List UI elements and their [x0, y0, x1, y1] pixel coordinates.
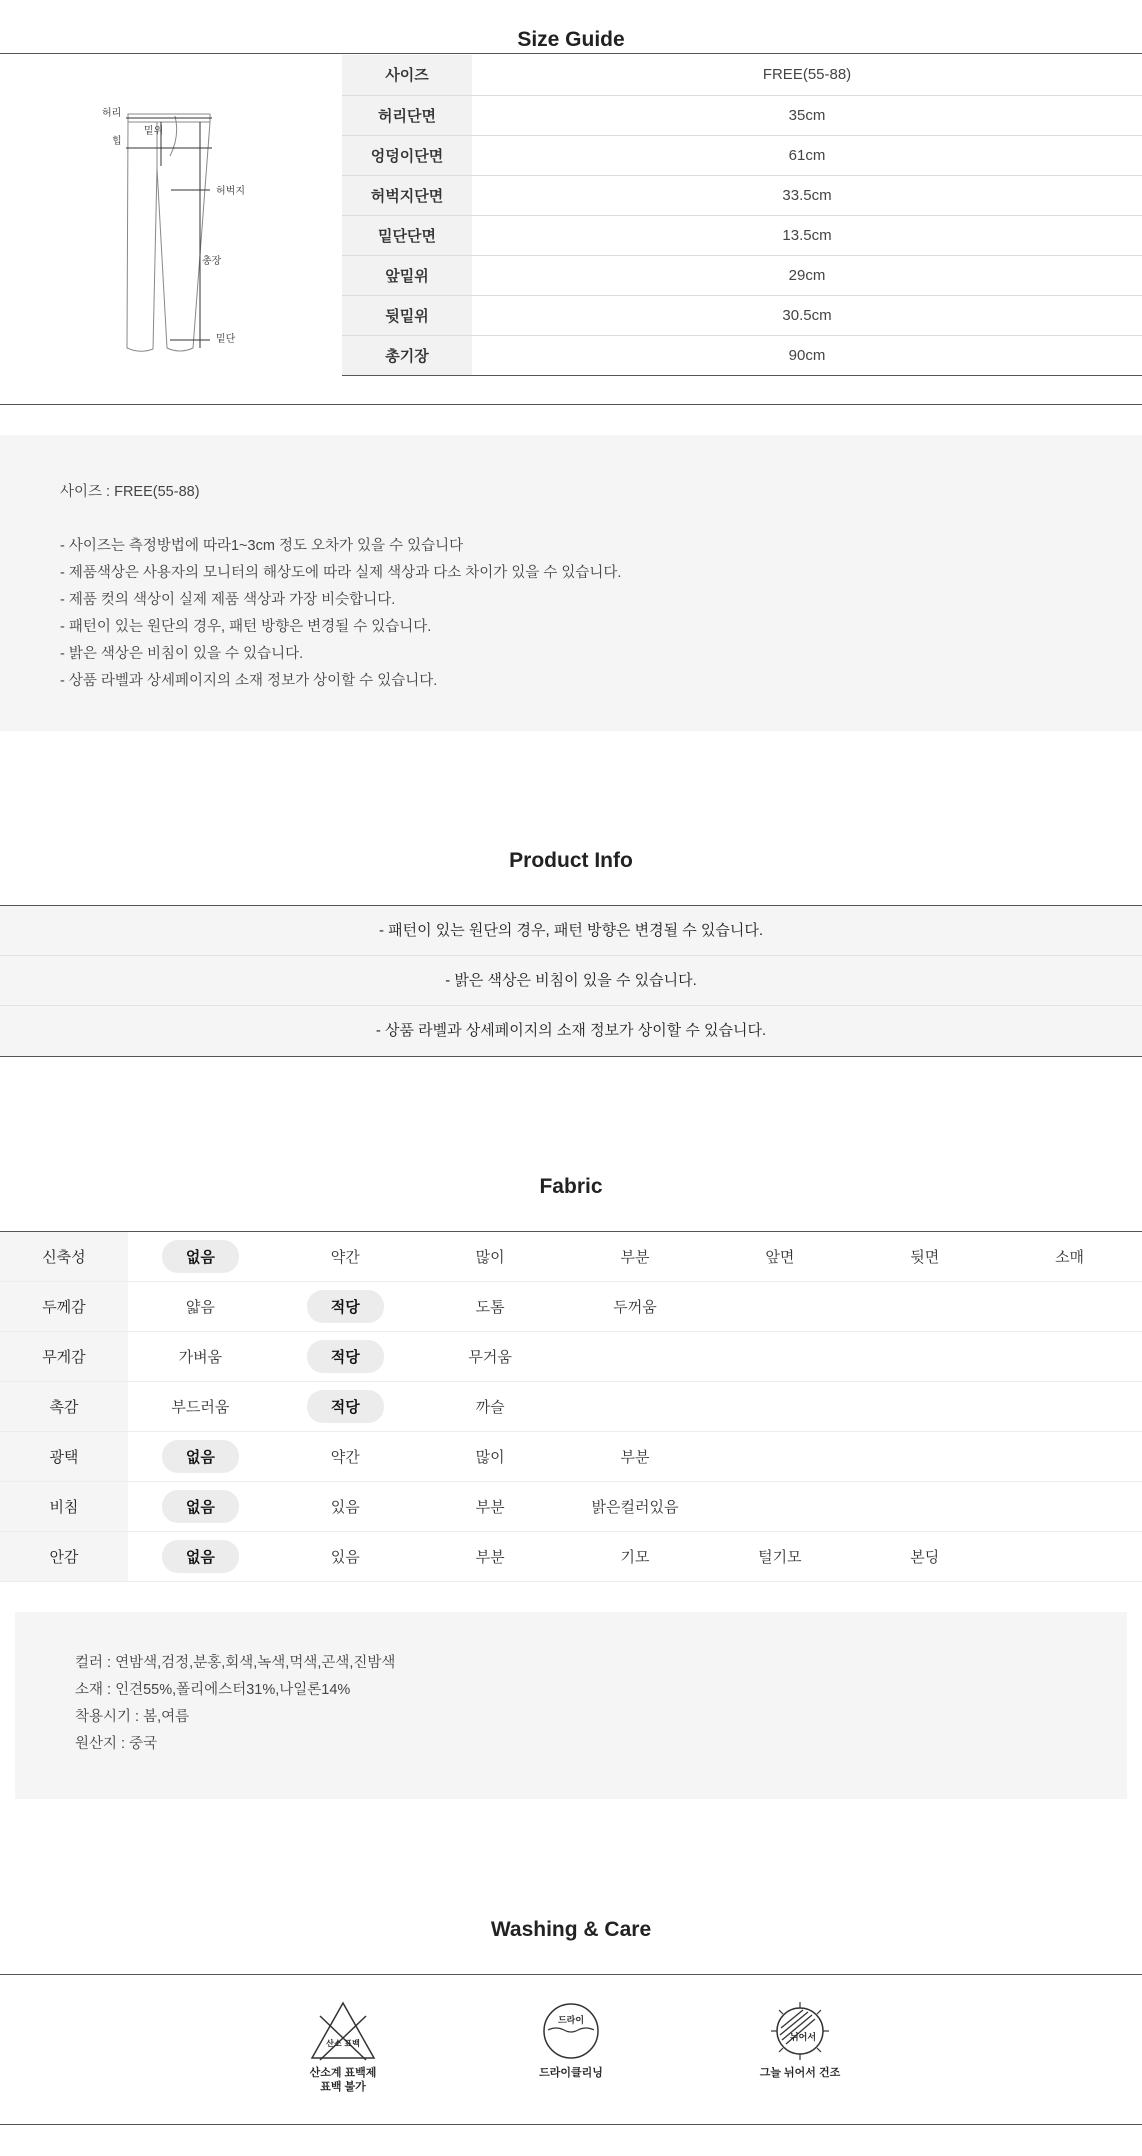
fabric-option-text: 부분 — [620, 1249, 650, 1266]
shade-dry-flat-icon — [765, 2000, 835, 2062]
fabric-option-text: 있음 — [330, 1549, 360, 1566]
divider — [0, 2124, 1142, 2125]
fabric-option — [418, 1282, 563, 1332]
fabric-row-label: 두께감 — [0, 1282, 128, 1332]
size-guide-title: Size Guide — [517, 28, 625, 51]
fabric-detail-line: 착용시기 : 봄,여름 — [75, 1709, 190, 1725]
size-label: 총기장 — [342, 335, 472, 375]
washing-label: 그늘 뉘어서 건조 — [759, 2067, 841, 2079]
size-value: FREE(55-88) — [472, 55, 1142, 95]
fabric-option-selected — [273, 1282, 418, 1332]
fabric-option-text: 부드러움 — [171, 1399, 230, 1416]
diagram-label-waist: 허리 — [102, 108, 122, 119]
icon-text: 뉘어서 — [789, 2033, 817, 2043]
notes-line: - 제품 컷의 색상이 실제 제품 색상과 가장 비슷합니다. — [60, 592, 396, 608]
fabric-detail-line: 컬러 : 연밤색,검정,분홍,회색,녹색,먹색,곤색,진밤색 — [75, 1655, 396, 1671]
fabric-option-text: 없음 — [162, 1240, 239, 1273]
table-row — [342, 215, 1142, 255]
fabric-option-selected — [128, 1532, 273, 1582]
fabric-row-label: 광택 — [0, 1432, 128, 1482]
washing-label: 드라이클리닝 — [539, 2067, 603, 2079]
divider — [0, 404, 1142, 405]
size-value: 30.5cm — [472, 295, 1142, 335]
fabric-option — [997, 1232, 1142, 1282]
fabric-option-selected — [128, 1482, 273, 1532]
fabric-option — [418, 1232, 563, 1282]
fabric-option — [997, 1432, 1142, 1482]
size-label: 사이즈 — [342, 55, 472, 95]
fabric-option — [563, 1282, 708, 1332]
fabric-option — [563, 1232, 708, 1282]
fabric-option-text: 적당 — [307, 1390, 384, 1423]
fabric-option — [852, 1232, 997, 1282]
fabric-option-text: 두꺼움 — [613, 1299, 657, 1316]
fabric-option-text: 얇음 — [185, 1299, 215, 1316]
fabric-option — [707, 1282, 852, 1332]
fabric-option — [707, 1482, 852, 1532]
fabric-option — [128, 1282, 273, 1332]
fabric-option — [852, 1532, 997, 1582]
fabric-option — [563, 1532, 708, 1582]
fabric-option — [418, 1432, 563, 1482]
fabric-option-text: 기모 — [620, 1549, 650, 1566]
fabric-option — [852, 1382, 997, 1432]
fabric-option-text: 약간 — [330, 1449, 360, 1466]
fabric-option — [563, 1432, 708, 1482]
washing-item-no-bleach — [278, 2000, 408, 2094]
fabric-option-text: 뒷면 — [910, 1249, 940, 1266]
table-row — [342, 95, 1142, 135]
fabric-option-text: 많이 — [475, 1449, 505, 1466]
fabric-option — [707, 1332, 852, 1382]
fabric-option-text: 있음 — [330, 1499, 360, 1516]
size-label: 허벅지단면 — [342, 175, 472, 215]
fabric-row — [0, 1382, 1142, 1432]
fabric-option-text: 본딩 — [910, 1549, 940, 1566]
fabric-option — [273, 1482, 418, 1532]
fabric-row — [0, 1432, 1142, 1482]
fabric-option-text: 약간 — [330, 1249, 360, 1266]
fabric-option — [997, 1382, 1142, 1432]
fabric-table — [0, 1231, 1142, 1582]
fabric-option-text: 없음 — [162, 1540, 239, 1573]
fabric-row — [0, 1232, 1142, 1282]
fabric-option-text: 도톰 — [475, 1299, 505, 1316]
product-info-row: - 밝은 색상은 비침이 있을 수 있습니다. — [0, 956, 1142, 1006]
fabric-option-selected — [128, 1232, 273, 1282]
fabric-detail-line: 원산지 : 중국 — [75, 1736, 158, 1752]
fabric-option-text: 소매 — [1055, 1249, 1085, 1266]
fabric-option — [273, 1532, 418, 1582]
icon-text: 드라이 — [557, 2016, 585, 2026]
fabric-row-label: 무게감 — [0, 1332, 128, 1382]
fabric-option — [418, 1482, 563, 1532]
fabric-option-selected — [273, 1332, 418, 1382]
fabric-option-text: 부분 — [620, 1449, 650, 1466]
table-row — [342, 175, 1142, 215]
fabric-option-text: 적당 — [307, 1290, 384, 1323]
fabric-row — [0, 1282, 1142, 1332]
fabric-row — [0, 1332, 1142, 1382]
fabric-option — [563, 1332, 708, 1382]
fabric-option-text: 없음 — [162, 1490, 239, 1523]
fabric-row-label: 안감 — [0, 1532, 128, 1582]
fabric-option-text: 많이 — [475, 1249, 505, 1266]
fabric-option — [418, 1382, 563, 1432]
table-row — [342, 335, 1142, 375]
fabric-row — [0, 1532, 1142, 1582]
diagram-label-rise: 밑위 — [144, 126, 164, 137]
fabric-option — [418, 1332, 563, 1382]
washing-item-dry-clean — [506, 2000, 636, 2080]
fabric-option — [707, 1382, 852, 1432]
table-row — [342, 295, 1142, 335]
fabric-option-selected — [128, 1432, 273, 1482]
fabric-option — [997, 1332, 1142, 1382]
washing-item-shade-dry-flat — [735, 2000, 865, 2080]
notes-size-line: 사이즈 : FREE(55-88) — [60, 484, 200, 500]
size-value: 35cm — [472, 95, 1142, 135]
washing-label: 표백 불가 — [320, 2081, 366, 2093]
diagram-label-hem: 밑단 — [216, 334, 236, 345]
notes-line: - 사이즈는 측정방법에 따라1~3cm 정도 오차가 있을 수 있습니다 — [60, 538, 464, 554]
fabric-row-label: 촉감 — [0, 1382, 128, 1432]
washing-label: 산소계 표백제 — [309, 2067, 377, 2079]
diagram-label-thigh: 허벅지 — [216, 186, 245, 197]
pants-size-diagram — [90, 96, 270, 376]
fabric-option-text: 적당 — [307, 1340, 384, 1373]
fabric-option — [852, 1482, 997, 1532]
fabric-option — [563, 1382, 708, 1432]
size-notes-panel — [0, 435, 1142, 731]
notes-line: - 제품색상은 사용자의 모니터의 해상도에 따라 실제 색상과 다소 차이가 있을 수 있습니다. — [60, 565, 622, 581]
table-row — [342, 55, 1142, 95]
fabric-option-text: 털기모 — [758, 1549, 802, 1566]
size-label: 뒷밑위 — [342, 295, 472, 335]
notes-line: - 상품 라벨과 상세페이지의 소재 정보가 상이할 수 있습니다. — [60, 673, 438, 689]
product-info-title: Product Info — [509, 849, 633, 872]
product-info-row: - 상품 라벨과 상세페이지의 소재 정보가 상이할 수 있습니다. — [0, 1006, 1142, 1056]
fabric-option — [852, 1332, 997, 1382]
fabric-option — [707, 1532, 852, 1582]
fabric-option — [128, 1382, 273, 1432]
fabric-option — [852, 1432, 997, 1482]
size-value: 61cm — [472, 135, 1142, 175]
divider — [0, 53, 1142, 54]
notes-line: - 밝은 색상은 비침이 있을 수 있습니다. — [60, 646, 304, 662]
fabric-row-label: 신축성 — [0, 1232, 128, 1282]
diagram-label-length: 총장 — [202, 256, 222, 267]
fabric-detail-line: 소재 : 인견55%,폴리에스터31%,나일론14% — [75, 1682, 351, 1698]
fabric-option — [273, 1432, 418, 1482]
fabric-option — [418, 1532, 563, 1582]
fabric-option — [707, 1432, 852, 1482]
fabric-option — [563, 1482, 708, 1532]
fabric-option — [997, 1532, 1142, 1582]
product-info-row: - 패턴이 있는 원단의 경우, 패턴 방향은 변경될 수 있습니다. — [0, 906, 1142, 956]
icon-text: 산소 표백 — [326, 2039, 360, 2048]
size-value: 33.5cm — [472, 175, 1142, 215]
size-value: 90cm — [472, 335, 1142, 375]
fabric-option-text: 부분 — [475, 1549, 505, 1566]
table-row — [342, 255, 1142, 295]
fabric-option — [273, 1232, 418, 1282]
fabric-option-text: 부분 — [475, 1499, 505, 1516]
table-row — [342, 135, 1142, 175]
product-info-list — [0, 905, 1142, 1057]
fabric-option — [997, 1482, 1142, 1532]
size-value: 29cm — [472, 255, 1142, 295]
fabric-option-selected — [273, 1382, 418, 1432]
fabric-title: Fabric — [539, 1175, 603, 1198]
divider — [0, 1974, 1142, 1975]
size-value: 13.5cm — [472, 215, 1142, 255]
fabric-option — [707, 1232, 852, 1282]
fabric-option-text: 무거움 — [468, 1349, 512, 1366]
diagram-label-hip: 힙 — [112, 136, 122, 147]
fabric-option-text: 까슬 — [475, 1399, 505, 1416]
no-bleach-icon — [308, 2000, 378, 2062]
fabric-details-panel — [15, 1612, 1127, 1799]
notes-line: - 패턴이 있는 원단의 경우, 패턴 방향은 변경될 수 있습니다. — [60, 619, 432, 635]
fabric-option-text: 밝은컬러있음 — [591, 1499, 679, 1516]
fabric-row — [0, 1482, 1142, 1532]
fabric-option-text: 가벼움 — [178, 1349, 223, 1366]
size-label: 엉덩이단면 — [342, 135, 472, 175]
washing-care-title: Washing & Care — [490, 1918, 652, 1941]
size-table — [342, 55, 1142, 376]
size-label: 밑단단면 — [342, 215, 472, 255]
fabric-option — [852, 1282, 997, 1332]
fabric-option-text: 앞면 — [765, 1249, 795, 1266]
fabric-option-text: 없음 — [162, 1440, 239, 1473]
fabric-row-label: 비침 — [0, 1482, 128, 1532]
size-label: 허리단면 — [342, 95, 472, 135]
dry-clean-icon — [536, 2000, 606, 2062]
size-label: 앞밑위 — [342, 255, 472, 295]
fabric-option — [128, 1332, 273, 1382]
fabric-option — [997, 1282, 1142, 1332]
